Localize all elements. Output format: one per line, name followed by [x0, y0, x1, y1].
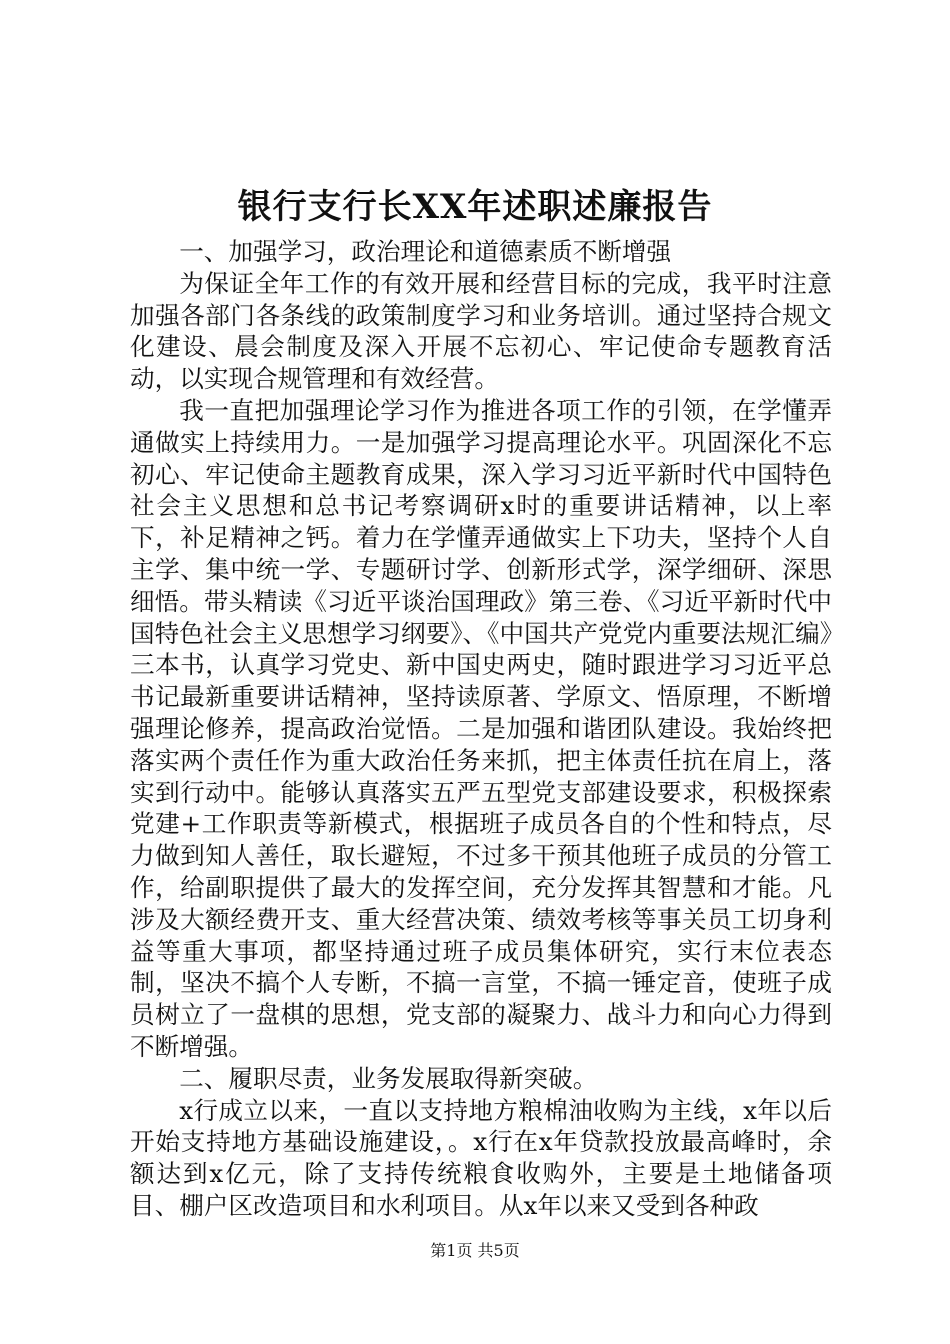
section-heading-2: 二、履职尽责，业务发展取得新突破。 [179, 1063, 598, 1093]
body-paragraph-1: 为保证全年工作的有效开展和经营目标的完成，我平时注意加强各部门各条线的政策制度学习和业务培训。通过坚持合规文化建设、晨会制度及深入开展不忘初心、牢记使命专题教育活动，以实现合规管理和有效经营。 [130, 268, 832, 394]
body-paragraph-3: x行成立以来，一直以支持地方粮棉油收购为主线，x年以后开始支持地方基础设施建设，。x行在x年贷款投放最高峰时，余额达到x亿元，除了支持传统粮食收购外，主要是土地储备项目、棚户区改造项目和水利项目。从x年以来又受到各种政 [130, 1095, 832, 1220]
body-paragraph-2: 我一直把加强理论学习作为推进各项工作的引领，在学懂弄通做实上持续用力。一是加强学习提高理论水平。巩固深化不忘初心、牢记使命主题教育成果，深入学习习近平新时代中国特色社会主义思想和总书记考察调研x时的重要讲话精神，以上率下，补足精神之钙。着力在学懂弄通做实上下功夫，坚持个人自主学、集中统一学、专题研讨学、创新形式学，深学细研、深思细悟。带头精读《习近平谈治国理政》第三卷、《习近平新时代中国特色社会主义思想学习纲要》、《中国共产党党内重要法规汇编》三本书，认真学习党史、新中国史两史，随时跟进学习习近平总书记最新重要讲话精神，坚持读原著、学原文、悟原理，不断增强理论修养，提高政治觉悟。二是加强和谐团队建设。我始终把落实两个责任作为重大政治任务来抓，把主体责任抗在肩上，落实到行动中。能够认真落实五严五型党支部建设要求，积极探索党建+工作职责等新模式，根据班子成员各自的个性和特点，尽力做到知人善任，取长避短，不过多干预其他班子成员的分管工作，给副职提供了最大的发挥空间，充分发挥其智慧和才能。凡涉及大额经费开支、重大经营决策、绩效考核等事关员工切身利益等重大事项，都坚持通过班子成员集体研究，实行末位表态制，坚决不搞个人专断，不搞一言堂，不搞一锤定音，使班子成员树立了一盘棋的思想，党支部的凝聚力、战斗力和向心力得到不断增强。 [130, 395, 832, 1061]
document-title: 银行支行长XX年述职述廉报告 [237, 187, 713, 227]
page-footer: 第1页 共5页 [430, 1241, 520, 1260]
document-body [130, 236, 832, 1222]
section-heading-1: 一、加强学习，政治理论和道德素质不断增强 [179, 237, 672, 266]
